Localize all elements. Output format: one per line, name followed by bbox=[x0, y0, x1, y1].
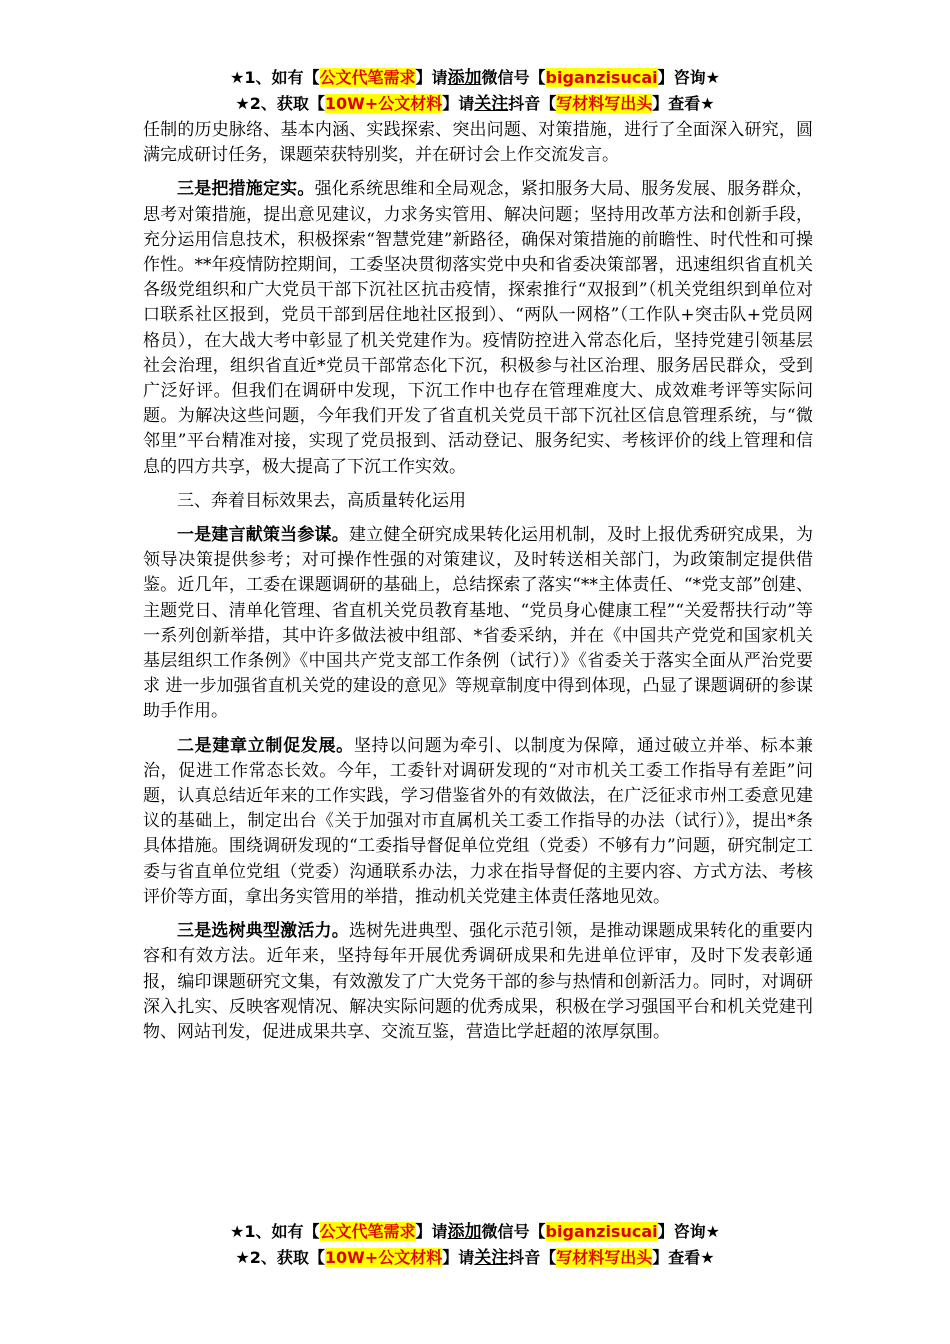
paragraph-text: 坚持以问题为牵引、以制度为保障，通过破立并举、标本兼治，促进工作常态长效。今年，工委针对调研发现的“对市机关工委工作指导有差距”问题，认真总结近年来的工作实践，学习借鉴省外的有效做法，在广泛征求市州工委意见建议的基础上，制定出台《关于加强对市直属机关工委工作指导的办法（试行）》，提出*条具体措施。围绕调研发现的“工委指导督促单位党组（党委）不够有力”问题，研究制定工委与省直单位党组（党委）沟通联系办法，力求在指导督促的主要内容、方式方法、考核评价等方面，拿出务实管用的举措，推动机关党建主体责任落地见效。 bbox=[143, 735, 814, 907]
paragraph-text: 建立健全研究成果转化运用机制，及时上报优秀研究成果，为领导决策提供参考；对可操作性强的对策建议，及时转送相关部门，为政策制定提供借鉴。近几年，工委在课题调研的基础上，总结探索了落实“**主体责任、“*党支部”创建、主题党日、清单化管理、省直机关党员教育基地、“党员身心健康工程”“关爱帮扶行动”等一系列创新举措，其中许多做法被中组部、*省委采纳，并在《中国共产党党和国家机关基层组织工作条例》《中国共产党支部工作条例（试行）》《省委关于落实全面从严治党要求 进一步加强省直机关党的建设的意见》等规章制度中得到体现，凸显了课题调研的参谋助手作用。 bbox=[143, 525, 814, 722]
promo-text: 微信号【 bbox=[481, 1222, 546, 1241]
promo-underlined: 添加 bbox=[447, 68, 482, 88]
promo-text: 抖音【 bbox=[508, 94, 557, 113]
promo-highlight: 公文代笔需求 bbox=[319, 1222, 416, 1241]
promo-text: ★1、如有【 bbox=[230, 1222, 320, 1241]
paragraph-lead: 三是选树典型激活力。 bbox=[177, 921, 349, 942]
promo-text: 抖音【 bbox=[508, 1248, 557, 1267]
footer-promo-line-1 bbox=[0, 1220, 950, 1244]
promo-underlined: 关注 bbox=[474, 1248, 509, 1268]
paragraph-advice bbox=[143, 523, 813, 725]
header-promo-line-2 bbox=[0, 92, 950, 116]
section-heading: 三、奔着目标效果去，高质量转化运用 bbox=[177, 490, 466, 511]
promo-text: 】咨询★ bbox=[657, 68, 720, 87]
promo-douyin-id: 写材料写出头 bbox=[556, 1248, 653, 1267]
promo-wechat-id: biganzisucai bbox=[545, 68, 658, 87]
paragraph-regulations bbox=[143, 734, 813, 910]
promo-text: 】查看★ bbox=[652, 1248, 715, 1267]
promo-text: 】请 bbox=[442, 1248, 475, 1267]
promo-douyin-id: 写材料写出头 bbox=[556, 94, 653, 113]
paragraph-text: 选树先进典型、强化示范引领，是推动课题成果转化的重要内容和有效方法。近年来，坚持每年开展优秀调研成果和先进单位评审，及时下发表彰通报，编印课题研究文集，有效激发了广大党务干部的参与热情和创新活力。同时，对调研深入扎实、反映客观情况、解决实际问题的优秀成果，积极在学习强国平台和机关党建刊物、网站刊发，促进成果共享、交流互鉴，营造比学赶超的浓厚氛围。 bbox=[143, 921, 814, 1042]
promo-highlight: 10W+公文材料 bbox=[324, 94, 443, 113]
promo-underlined: 关注 bbox=[474, 94, 509, 114]
paragraph-continued: 任制的历史脉络、基本内涵、实践探索、突出问题、对策措施，进行了全面深入研究，圆满完成研讨任务，课题荣获特别奖，并在研讨会上作交流发言。 bbox=[143, 120, 813, 166]
promo-text: 】请 bbox=[415, 68, 448, 87]
promo-text: 】查看★ bbox=[652, 94, 715, 113]
paragraph-lead: 二是建章立制促发展。 bbox=[177, 735, 354, 756]
header-promo-line-1 bbox=[0, 66, 950, 90]
footer-promo-line-2 bbox=[0, 1246, 950, 1270]
promo-text: ★2、获取【 bbox=[235, 94, 325, 113]
promo-text: ★2、获取【 bbox=[235, 1248, 325, 1267]
promo-text: 】咨询★ bbox=[657, 1222, 720, 1241]
promo-text: 】请 bbox=[442, 94, 475, 113]
promo-wechat-id: biganzisucai bbox=[545, 1222, 658, 1241]
promo-highlight: 公文代笔需求 bbox=[319, 68, 416, 87]
promo-highlight: 10W+公文材料 bbox=[324, 1248, 443, 1267]
promo-text: ★1、如有【 bbox=[230, 68, 320, 87]
promo-text: 微信号【 bbox=[481, 68, 546, 87]
document-body bbox=[143, 118, 813, 1054]
paragraph-examples bbox=[143, 919, 813, 1045]
paragraph-text: 强化系统思维和全局观念，紧扣服务大局、服务发展、服务群众，思考对策措施，提出意见建议，力求务实管用、解决问题；坚持用改革方法和创新手段，充分运用信息技术，积极探索“智慧党建”新路径，确保对策措施的前瞻性、时代性和可操作性。**年疫情防控期间，工委坚决贯彻落实党中央和省委决策部署，迅速组织省直机关各级党组织和广大党员干部下沉社区抗击疫情，探索推行“双报到”（机关党组织到单位对口联系社区报到，党员干部到居住地社区报到）、“两队一网格”（工作队+突击队+党员网格员），在大战大考中彰显了机关党建作为。疫情防控进入常态化后，坚持党建引领基层社会治理，组织省直近*党员干部常态化下沉，积极参与社区治理、服务居民群众，受到广泛好评。但我们在调研中发现，下沉工作中也存在管理难度大、成效难考评等实际问题。为解决这些问题，今年我们开发了省直机关党员干部下沉社区信息管理系统，与“微邻里”平台精准对接，实现了党员报到、活动登记、服务纪实、考核评价的线上管理和信息的四方共享，极大提高了下沉工作实效。 bbox=[143, 179, 814, 477]
paragraph-lead: 三是把措施定实。 bbox=[177, 179, 315, 200]
paragraph-lead: 一是建言献策当参谋。 bbox=[177, 525, 349, 546]
paragraph-measures bbox=[143, 177, 813, 479]
promo-text: 】请 bbox=[415, 1222, 448, 1241]
promo-underlined: 添加 bbox=[447, 1222, 482, 1242]
